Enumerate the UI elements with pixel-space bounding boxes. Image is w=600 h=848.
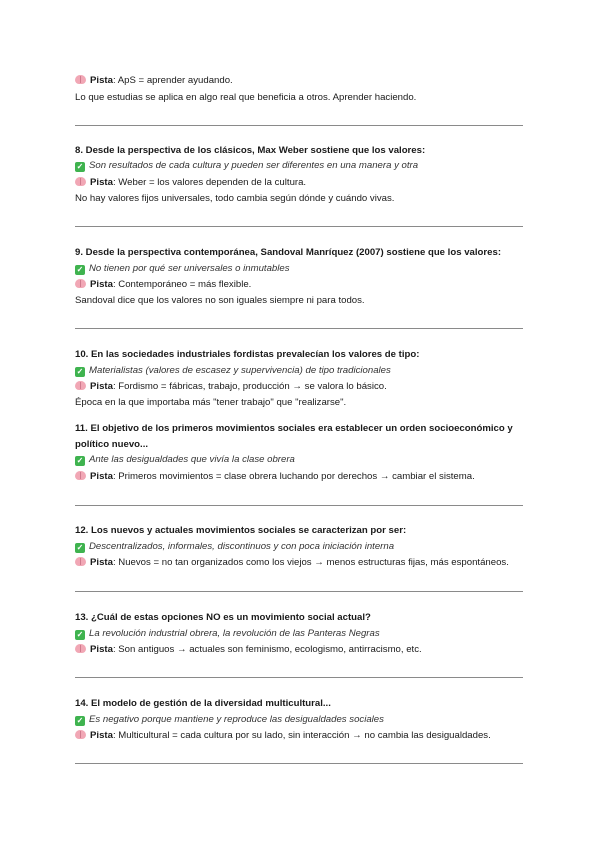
answer-line xyxy=(75,159,418,172)
hint-label: Pista xyxy=(90,557,113,568)
question-9: 9. Desde la perspectiva contemporánea, Sandoval Manríquez (2007) sostiene que los valores: xyxy=(75,247,502,258)
question-13: 13. ¿Cuál de estas opciones NO es un movimiento social actual? xyxy=(75,612,371,623)
divider xyxy=(75,505,523,506)
brain-icon xyxy=(75,75,86,84)
hint-line: Pista: Contemporáneo = más flexible. xyxy=(75,278,251,291)
brain-icon xyxy=(75,730,86,739)
check-icon: ✓ xyxy=(76,630,84,639)
answer-line xyxy=(75,713,384,726)
answer-text: Descentralizados, informales, discontinuos y con poca iniciación interna xyxy=(89,541,395,552)
hint-text: Nuevos = no tan organizados como los viejos → menos estructuras fijas, más espontáneos. xyxy=(118,557,509,568)
hint-text: Primeros movimientos = clase obrera luchando por derechos → cambiar el sistema. xyxy=(118,471,475,482)
hint-line: Pista: Son antiguos → actuales son feminismo, ecologismo, antirracismo, etc. xyxy=(75,643,422,656)
answer-line xyxy=(75,262,290,275)
hint-line: Pista: Weber = los valores dependen de la cultura. xyxy=(75,176,306,189)
answer-line xyxy=(75,627,380,640)
hint-line: Pista: Primeros movimientos = clase obrera luchando por derechos → cambiar el sistema. xyxy=(75,470,475,483)
divider xyxy=(75,125,523,126)
question-11-cont: político nuevo... xyxy=(75,439,149,450)
check-icon: ✓ xyxy=(76,716,84,725)
question-10: 10. En las sociedades industriales fordistas prevalecían los valores de tipo: xyxy=(75,349,420,360)
hint-label: Pista xyxy=(90,75,113,86)
hint-label: Pista xyxy=(90,177,113,188)
hint-line: Pista: Multicultural = cada cultura por su lado, sin interacción → no cambia las desigualdades. xyxy=(75,729,491,742)
answer-text: Materialistas (valores de escasez y supervivencia) de tipo tradicionales xyxy=(89,365,391,376)
hint-text: Son antiguos → actuales son feminismo, ecologismo, antirracismo, etc. xyxy=(118,644,422,655)
hint-label: Pista xyxy=(90,730,113,741)
divider xyxy=(75,328,523,329)
brain-icon xyxy=(75,177,86,186)
brain-icon xyxy=(75,644,86,653)
brain-icon xyxy=(75,279,86,288)
answer-text: No tienen por qué ser universales o inmutables xyxy=(89,263,290,274)
divider xyxy=(75,226,523,227)
answer-line xyxy=(75,364,391,377)
brain-icon xyxy=(75,381,86,390)
check-icon: ✓ xyxy=(76,543,84,552)
check-icon: ✓ xyxy=(76,367,84,376)
check-icon: ✓ xyxy=(76,162,84,171)
hint-label: Pista xyxy=(90,279,113,290)
note-text: No hay valores fijos universales, todo cambia según dónde y cuándo vivas. xyxy=(75,193,395,204)
question-11: 11. El objetivo de los primeros movimientos sociales era establecer un orden socioeconómico y xyxy=(75,423,513,434)
answer-text: Ante las desigualdades que vivía la clase obrera xyxy=(89,454,295,465)
answer-text: La revolución industrial obrera, la revolución de las Panteras Negras xyxy=(89,628,380,639)
answer-line xyxy=(75,453,295,466)
hint-text: ApS = aprender ayudando. xyxy=(117,75,233,86)
check-icon: ✓ xyxy=(76,265,84,274)
brain-icon xyxy=(75,471,86,480)
hint-text: Contemporáneo = más flexible. xyxy=(118,279,252,290)
note-text: Lo que estudias se aplica en algo real que beneficia a otros. Aprender haciendo. xyxy=(75,92,417,103)
divider xyxy=(75,677,523,678)
hint-label: Pista xyxy=(90,471,113,482)
note-text: Sandoval dice que los valores no son iguales siempre ni para todos. xyxy=(75,295,365,306)
hint-label: Pista xyxy=(90,381,113,392)
note-text: Época en la que importaba más "tener trabajo" que "realizarse". xyxy=(75,397,347,408)
hint-text: Fordismo = fábricas, trabajo, producción → se valora lo básico. xyxy=(118,381,387,392)
hint-line: Pista: Fordismo = fábricas, trabajo, producción → se valora lo básico. xyxy=(75,380,387,393)
question-12: 12. Los nuevos y actuales movimientos sociales se caracterizan por ser: xyxy=(75,525,407,536)
divider xyxy=(75,591,523,592)
question-14: 14. El modelo de gestión de la diversidad multicultural... xyxy=(75,698,331,709)
divider xyxy=(75,763,523,764)
hint-line: Pista: Nuevos = no tan organizados como los viejos → menos estructuras fijas, más espontáneos. xyxy=(75,556,509,569)
answer-line xyxy=(75,540,394,553)
hint-label: Pista xyxy=(90,644,113,655)
answer-text: Es negativo porque mantiene y reproduce las desigualdades sociales xyxy=(89,714,384,725)
check-icon: ✓ xyxy=(76,456,84,465)
hint-text: Multicultural = cada cultura por su lado, sin interacción → no cambia las desigualdades. xyxy=(118,730,491,741)
hint-text: Weber = los valores dependen de la cultura. xyxy=(118,177,307,188)
answer-text: Son resultados de cada cultura y pueden ser diferentes en una manera y otra xyxy=(89,160,419,171)
question-8: 8. Desde la perspectiva de los clásicos, Max Weber sostiene que los valores: xyxy=(75,145,426,156)
brain-icon xyxy=(75,557,86,566)
hint-line: Pista: ApS = aprender ayudando. xyxy=(75,74,233,87)
